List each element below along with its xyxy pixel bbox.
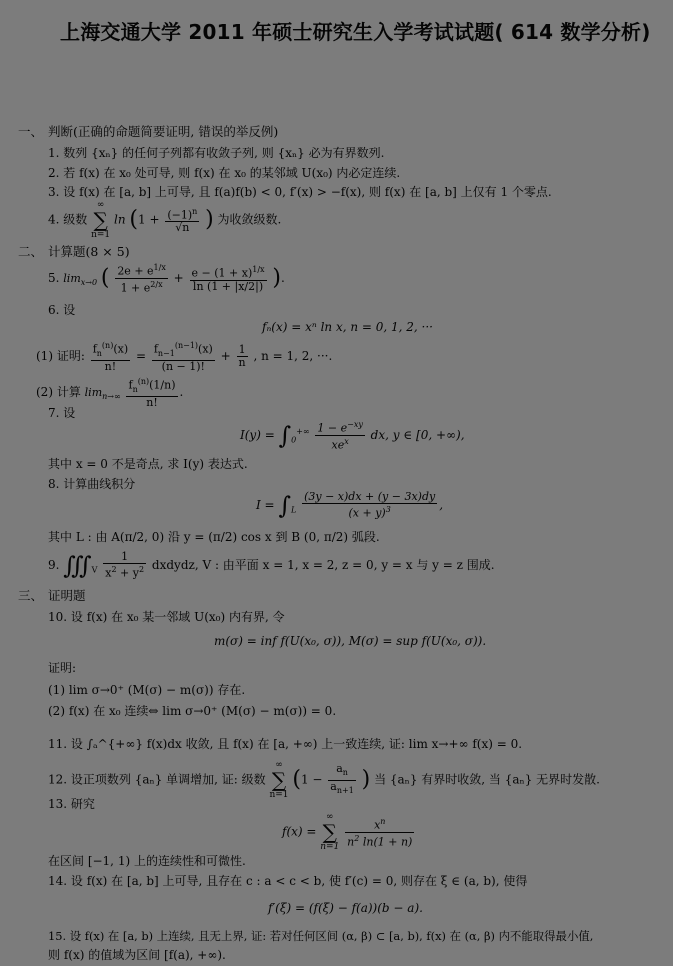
question-8: 8. 计算曲线积分 [48, 477, 136, 491]
reciprocal-fraction: $\frac{1}{n}$ [238, 342, 246, 369]
question-10-prove: 证明: [48, 661, 77, 675]
section-heading-3: 证明题 [48, 588, 86, 603]
line-integral-fraction: $\frac{(3y - x)dx + (y - 3x)dy}{(x + y)^3}$ [304, 490, 436, 520]
question-6-part-2-label: (2) 计算 [36, 384, 81, 399]
section-heading-2: 计算题(8 × 5) [48, 244, 130, 259]
question-9-text: dxdydz, V : 由平面 x = 1, x = 2, z = 0, y = x 与 y = z 围成. [151, 558, 495, 572]
integrand-fraction: $\frac{1 - e^{-xy}}{xe^x}$ [317, 420, 363, 452]
question-14-formula: f′(ξ) = (f(ξ) − f(a))(b − a). [268, 901, 423, 915]
question-13: 13. 研究 [48, 797, 95, 811]
series-term: ln [114, 212, 126, 227]
ratio-fraction: $\frac{a_n}{a_{n+1}}$ [330, 762, 354, 795]
question-13-note: 在区间 [−1, 1) 上的连续性和可微性. [48, 854, 246, 868]
limit-symbol: $\lim_{x\to 0}$ [63, 272, 98, 288]
question-10-definition: m(σ) = inf f(U(x₀, σ)), M(σ) = sup f(U(x₀, σ)). [214, 634, 487, 648]
question-10-part-2: (2) f(x) 在 x₀ 连续⇔ lim σ→0⁺ (M(σ) − m(σ)) = 0. [48, 704, 337, 718]
limit-fraction: $\frac{f_n^{(n)}(1/n)}{n!}$ [128, 377, 176, 409]
question-11: 11. 设 ∫ₐ^{+∞} f(x)dx 收敛, 且 f(x) 在 [a, +∞) 上一致连续, 证: lim x→+∞ f(x) = 0. [48, 737, 523, 751]
question-7-note: 其中 x = 0 不是奇点, 求 I(y) 表达式. [48, 457, 248, 471]
question-12-label: 12. 设正项数列 {aₙ} 单调增加, 证: 级数 [48, 772, 266, 787]
question-12-text: 当 {aₙ} 有界时收敛, 当 {aₙ} 无界时发散. [374, 772, 600, 787]
series-sum-symbol-2: ∞ ∑ n=1 [269, 760, 289, 800]
question-4-text: 为收敛级数. [217, 212, 282, 227]
question-2: 2. 若 f(x) 在 x₀ 处可导, 则 f(x) 在 x₀ 的某邻域 U(x₀) 内必定连续. [48, 166, 401, 180]
fraction-a: $\frac{2e + e^{1/x}}{1 + e^{2/x}}$ [117, 263, 166, 295]
question-7-formula-text: dx, y ∈ [0, +∞), [370, 428, 465, 442]
section-number-1: 一、 [18, 124, 44, 139]
section-number-2: 二、 [18, 244, 44, 259]
question-4: 4. 级数 ∞ ∑ n=1 ln (1 + $\frac{(-1)^n}{√n}$ ) 为收敛级数. [48, 200, 282, 240]
question-6-part-1: (1) 证明: $\frac{f_n^{(n)}(x)}{n!}$ = $\frac{f_{n-1}^{(n-1)}(x)}{(n - 1)!}$ + $\frac{1}{n}$ , n = 1, 2, ···. [36, 341, 333, 373]
question-5-label: 5. [48, 271, 60, 285]
question-7-formula: $I(y) = \int_0^{+\infty}$ $\frac{1 - e^{-xy}}{xe^x}$ dx, y ∈ [0, +∞), [240, 420, 465, 452]
series-fraction: $\frac{(-1)^n}{√n}$ [167, 206, 198, 235]
question-5: 5. $\lim_{x\to 0}$ ( $\frac{2e + e^{1/x}}{1 + e^{2/x}}$ + $\frac{e - (1 + x)^{1/x}}{\ln (1 + |x/2|)}$ ). [48, 263, 285, 295]
question-14: 14. 设 f(x) 在 [a, b] 上可导, 且存在 c : a < c < b, 使 f′(c) = 0, 则存在 ξ ∈ (a, b), 使得 [48, 874, 528, 888]
fraction-b: $\frac{e - (1 + x)^{1/x}}{\ln (1 + |x/2|)}$ [191, 265, 265, 293]
series-sum-symbol-3: ∞ ∑ n=1 [320, 812, 340, 852]
page-title: 上海交通大学 2011 年硕士研究生入学考试试题( 614 数学分析) [60, 20, 651, 44]
derivative-fraction: $\frac{f_n^{(n)}(x)}{n!}$ [92, 341, 129, 373]
question-13-formula: f(x) = ∞ ∑ n=1 $\frac{x^n}{n^2 \ln(1 + n)}$ [282, 812, 413, 852]
question-6: 6. 设 [48, 303, 76, 317]
question-6-part-1-label: (1) 证明: [36, 348, 85, 363]
question-1: 1. 数列 {xₙ} 的任何子列都有收敛子列, 则 {xₙ} 必为有界数列. [48, 146, 385, 160]
question-3: 3. 设 f(x) 在 [a, b] 上可导, 且 f(a)f(b) < 0, f′(x) > −f(x), 则 f(x) 在 [a, b] 上仅有 1 个零点. [48, 185, 552, 199]
question-8-formula: $I = \int_L$ $\frac{(3y - x)dx + (y - 3x)dy}{(x + y)^3}$ , [256, 490, 444, 520]
triple-integral-fraction: $\frac{1}{x^2 + y^2}$ [105, 550, 145, 580]
question-10-part-1: (1) lim σ→0⁺ (M(σ) − m(σ)) 存在. [48, 683, 246, 697]
question-8-note: 其中 L : 由 A(π/2, 0) 沿 y = (π/2) cos x 到 B (0, π/2) 弧段. [48, 530, 380, 544]
question-6-definition: fₙ(x) = xⁿ ln x, n = 0, 1, 2, ··· [262, 320, 433, 334]
question-15: 15. 设 f(x) 在 [a, b) 上连续, 且无上界, 证: 若对任何区间 (α, β) ⊂ [a, b), f(x) 在 (α, β) 内不能取得最小值, [48, 929, 594, 943]
question-6-part-2: (2) 计算 $\lim_{n\to\infty}$ $\frac{f_n^{(n)}(1/n)}{n!}$ . [36, 377, 184, 409]
question-9: 9. $∭_V$ $\frac{1}{x^2 + y^2}$ dxdydz, V : 由平面 x = 1, x = 2, z = 0, y = x 与 y = z 围成. [48, 550, 495, 580]
question-4-label: 4. 级数 [48, 212, 88, 227]
question-12: 12. 设正项数列 {aₙ} 单调增加, 证: 级数 ∞ ∑ n=1 (1 − $\frac{a_n}{a_{n+1}}$ ) 当 {aₙ} 有界时收敛, 当 {aₙ} 无界时发散. [48, 760, 600, 800]
question-15-continued: 则 f(x) 的值域为区间 [f(a), +∞). [48, 948, 226, 962]
recurrence-fraction: $\frac{f_{n-1}^{(n-1)}(x)}{(n - 1)!}$ [153, 341, 213, 373]
series-sum-symbol: ∞ ∑ n=1 [91, 200, 111, 240]
section-heading-1: 判断(正确的命题简要证明, 错误的举反例) [48, 124, 279, 139]
question-10: 10. 设 f(x) 在 x₀ 某一邻域 U(x₀) 内有界, 令 [48, 610, 285, 624]
question-7: 7. 设 [48, 406, 76, 420]
power-series-fraction: $\frac{x^n}{n^2 \ln(1 + n)}$ [347, 816, 413, 849]
section-number-3: 三、 [18, 588, 44, 603]
question-6-part-1-text: , n = 1, 2, ···. [253, 348, 333, 363]
